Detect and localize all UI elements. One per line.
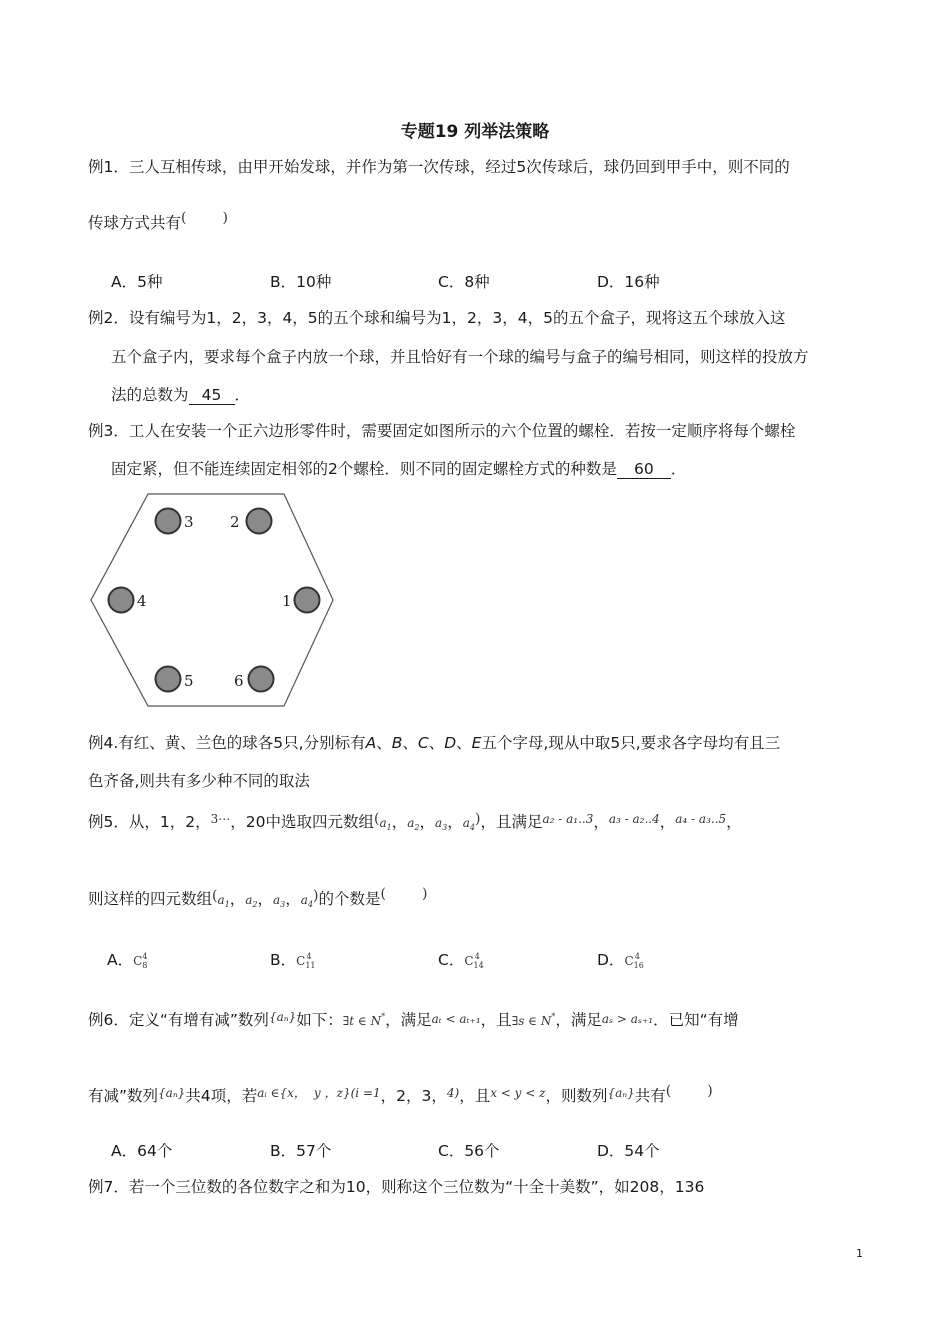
bolt-label-6: 6 — [234, 672, 244, 690]
ex5-tuple-close: ) — [474, 811, 481, 827]
ex7-line1: 例7．若一个三位数的各位数字之和为10，则称这个三位数为“十全十美数”，如208，136 — [88, 1178, 705, 1196]
ex4-letter-b: B — [391, 734, 403, 752]
ex4-letter-c: C — [417, 734, 429, 752]
ex1-paren-close: ) — [222, 210, 228, 226]
bolt-label-1: 1 — [282, 592, 292, 610]
ex6-line2-mid1: 共4项，若 — [185, 1087, 258, 1105]
ex6-text-mid2: ，满足 — [385, 1011, 432, 1029]
ex6-text-mid1: 如下： — [296, 1011, 343, 1029]
ex5-a4: $a_4$ — [462, 816, 475, 832]
ex6-set-rest: ，2，3， — [380, 1087, 447, 1105]
ex5-a4b: $a_4$ — [300, 893, 314, 909]
ex5-line1 — [88, 810, 742, 832]
ex6-text-mid3: ，且 — [480, 1011, 512, 1029]
ex2-line3-end: ． — [234, 386, 251, 404]
ex5-comma: ， — [229, 890, 246, 908]
ex6-set-4: 4) — [446, 1086, 460, 1100]
ex6-line1 — [88, 1008, 739, 1030]
ex4-letter-d: D — [444, 734, 457, 752]
ex6-seq-3: {aₙ} — [607, 1086, 635, 1100]
ex4-letter-a: A — [365, 734, 377, 752]
ex5-comma: ， — [257, 890, 274, 908]
ex5-paren-close: ) — [421, 886, 428, 902]
ex6-line2 — [88, 1083, 713, 1106]
ex5-option-c-comb: $C_{14}^4$ — [464, 952, 484, 970]
ex6-option-b: B．57个 — [270, 1142, 332, 1160]
ex5-comma: ， — [285, 890, 301, 908]
ex5-dots: 3⋯ — [210, 812, 231, 826]
ex5-comma: ， — [726, 813, 742, 831]
ex4-text-pre: 例4.有红、黄、兰色的球各5只,分别标有 — [88, 734, 366, 752]
ex5-option-b-comb: $C_{11}^4$ — [296, 952, 316, 970]
bolt-4 — [109, 588, 147, 613]
ex5-comma: ， — [447, 813, 463, 831]
ex5-cond2: a₃ - a₂..4 — [608, 812, 660, 826]
ex5-a2b: $a_2$ — [245, 893, 258, 909]
ex5-cond3: a₄ - a₃..5 — [675, 812, 727, 826]
ex6-ineq: x < y < z — [490, 1086, 546, 1100]
ex5-line2-post: 的个数是 — [318, 890, 381, 908]
ex6-seq-2: {aₙ} — [158, 1086, 186, 1100]
ex6-line2-pre: 有减”数列 — [88, 1087, 159, 1105]
ex6-cond-t: aₜ < aₜ₊₁ — [431, 1012, 481, 1026]
ex5-cond-pre: ，且满足 — [480, 813, 543, 831]
ex3-line1: 例3．工人在安装一个正六边形零件时，需要固定如图所示的六个位置的螺栓．若按一定顺序将每个螺栓 — [88, 422, 796, 440]
bolt-2 — [230, 509, 272, 534]
bolt-label-3: 3 — [184, 513, 194, 531]
ex6-text-post: ．已知“有增 — [653, 1011, 739, 1029]
bolt-label-4: 4 — [137, 592, 147, 610]
bolt-label-2: 2 — [230, 513, 240, 531]
ex6-line2-mid2: ，且 — [459, 1087, 491, 1105]
ex2-line1: 例2．设有编号为1，2，3，4，5的五个球和编号为1，2，3，4，5的五个盒子，现将这五个球放入这 — [88, 309, 786, 327]
ex5-tuple-open: ( — [373, 811, 380, 827]
ex5-a3: $a_3$ — [434, 816, 448, 832]
ex4-line2: 色齐备,则共有多少种不同的取法 — [88, 772, 310, 790]
ex5-text-mid: ，20中选取四元数组 — [230, 813, 374, 831]
ex6-cond-s: aₛ > aₛ₊₁ — [601, 1012, 654, 1026]
ex5-cond1: a₂ - a₁..3 — [542, 812, 594, 826]
ex6-text-mid4: ，满足 — [555, 1011, 602, 1029]
ex4-line1 — [88, 731, 780, 753]
ex2-answer: 45 — [189, 386, 235, 405]
page-title: 专题19 列举法策略 — [400, 122, 550, 142]
ex6-text-pre: 例6．定义“有增有减”数列 — [88, 1011, 269, 1029]
ex6-option-d: D．54个 — [597, 1142, 660, 1160]
ex5-tuple2-close: ) — [313, 888, 319, 904]
ex3-line2 — [111, 457, 686, 479]
ex6-exists-t: ∃t ∈ N* — [342, 1012, 386, 1028]
ex2-line3-text: 法的总数为 — [111, 386, 189, 404]
ex2-line2: 五个盒子内，要求每个盒子内放一个球，并且恰好有一个球的编号与盒子的编号相同，则这样的投放方 — [111, 348, 809, 366]
ex5-option-a: A．$C_8^4$ — [107, 951, 148, 970]
ex5-line2 — [88, 886, 427, 909]
ex2-line3 — [111, 383, 250, 405]
page-number: 1 — [856, 1247, 863, 1260]
ex6-paren-open: ( — [665, 1083, 672, 1099]
hexagon-figure — [88, 490, 340, 710]
ex5-tuple2-open: ( — [212, 888, 218, 904]
ex5-option-c: C．$C_{14}^4$ — [438, 951, 484, 970]
ex4-text-post: 五个字母,现从中取5只,要求各字母均有且三 — [481, 734, 781, 752]
ex6-line2-mid3: ，则数列 — [545, 1087, 608, 1105]
ex5-comma: ， — [391, 813, 408, 831]
ex3-answer: 60 — [617, 460, 671, 479]
ex3-line2-end: ． — [670, 460, 687, 478]
ex6-option-c: C．56个 — [438, 1142, 500, 1160]
bolt-6 — [234, 667, 274, 692]
ex5-option-b: B．$C_{11}^4$ — [270, 951, 316, 970]
ex1-option-b: B．10种 — [270, 273, 332, 291]
ex1-option-c: C．8种 — [438, 273, 490, 291]
ex5-option-a-comb: $C_8^4$ — [133, 952, 148, 970]
ex1-line2-text: 传球方式共有 — [88, 214, 182, 232]
ex4-sep: 、 — [402, 734, 418, 752]
ex5-text-pre: 例5．从，1，2， — [88, 813, 211, 831]
ex1-option-a: A．5种 — [111, 273, 163, 291]
ex5-a3b: $a_3$ — [273, 893, 286, 909]
ex6-exists-s: ∃s ∈ N* — [511, 1012, 556, 1028]
ex4-sep: 、 — [428, 734, 445, 752]
bolt-1 — [282, 588, 320, 613]
ex6-seq: {aₙ} — [268, 1010, 297, 1024]
ex1-option-d: D．16种 — [597, 273, 660, 291]
ex6-line2-post: 共有 — [634, 1087, 666, 1105]
ex6-option-a: A．64个 — [111, 1142, 173, 1160]
ex5-comma: ， — [593, 813, 609, 831]
ex5-option-d-comb: $C_{16}^4$ — [624, 952, 644, 970]
ex1-line2 — [88, 210, 228, 233]
ex5-paren-open: ( — [380, 886, 386, 902]
ex1-paren-open: ( — [181, 210, 187, 226]
ex4-letter-e: E — [471, 734, 482, 752]
ex5-a1: $a_1$ — [379, 816, 392, 832]
ex6-paren-close: ) — [707, 1083, 713, 1099]
ex5-comma: ， — [419, 813, 435, 831]
ex5-option-d: D．$C_{16}^4$ — [597, 951, 644, 970]
ex4-sep: 、 — [456, 734, 472, 752]
ex5-a1b: $a_1$ — [217, 893, 230, 909]
bolt-5 — [156, 667, 194, 692]
bolt-3 — [156, 509, 194, 534]
ex5-comma: ， — [659, 813, 676, 831]
ex5-a2: $a_2$ — [407, 816, 420, 832]
ex5-line2-pre: 则这样的四元数组 — [88, 890, 213, 908]
ex3-line2-text: 固定紧，但不能连续固定相邻的2个螺栓．则不同的固定螺栓方式的种数是 — [111, 460, 617, 478]
ex4-sep: 、 — [376, 734, 392, 752]
ex1-line1: 例1．三人互相传球，由甲开始发球，并作为第一次传球，经过5次传球后，球仍回到甲手中，则不同的 — [88, 158, 790, 176]
bolt-label-5: 5 — [184, 672, 194, 690]
ex6-set-expr: aᵢ ∈{x， y ，z}(i =1 — [257, 1086, 381, 1100]
